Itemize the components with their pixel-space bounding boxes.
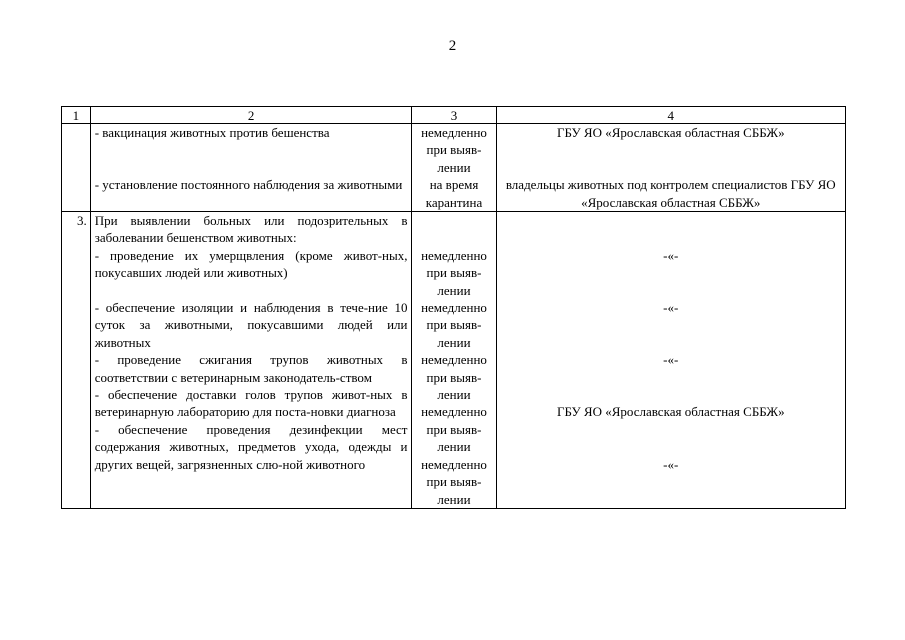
row-number: 3.: [62, 212, 91, 509]
action-text: - обеспечение доставки голов трупов живот-ных в ветеринарную лабораторию для поста-новки диагноза: [94, 387, 408, 420]
action-text: - обеспечение проведения дезинфекции мест содержания животных, предметов ухода, одежды и других вещей, загрязненных слю-ной животного: [94, 421, 408, 472]
action-text: - установление постоянного наблюдения за животными: [94, 177, 403, 193]
term-text: немедленно при выяв-лении: [421, 456, 487, 507]
responsible-text: владельцы животных под контролем специалистов ГБУ ЯО «Ярославская областная СББЖ»: [505, 177, 836, 210]
responsible-text: ГБУ ЯО «Ярославская областная СББЖ»: [556, 404, 785, 420]
term-cell: [412, 212, 496, 509]
term-text: немедленно при выяв-лении: [421, 300, 487, 350]
responsible-text: -«-: [663, 352, 679, 368]
action-text: - вакцинация животных против бешенства: [94, 125, 330, 140]
term-text: на время карантина: [425, 177, 483, 210]
term-text: немедленно при выяв-лении: [421, 352, 487, 403]
term-text: немедленно при выяв-лении: [421, 247, 487, 298]
term-cell: [412, 124, 496, 212]
table-row: [62, 212, 846, 509]
row-number: [62, 124, 91, 212]
term-text: немедленно при выяв-лении: [421, 125, 487, 175]
responsible-text: -«-: [663, 456, 679, 472]
header-cell-1: 1: [62, 107, 91, 124]
section-intro: При выявлении больных или подозрительных в заболевании бешенством животных:: [94, 213, 408, 246]
responsible-cell: [496, 124, 845, 212]
term-text: немедленно при выяв-лении: [421, 404, 487, 455]
table-header-row: [62, 107, 846, 124]
table-row: [62, 124, 846, 212]
responsible-text: ГБУ ЯО «Ярославская областная СББЖ»: [556, 125, 785, 140]
header-cell-2: 2: [90, 107, 412, 124]
action-text: - проведение сжигания трупов животных в соответствии с ветеринарным законодатель-ством: [94, 352, 408, 385]
action-text: - обеспечение изоляции и наблюдения в тече-ние 10 суток за животными, покусавшими людей или животных: [94, 300, 408, 350]
responsible-cell: [496, 212, 845, 509]
responsible-text: -«-: [663, 300, 679, 315]
action-cell: [90, 212, 412, 509]
measures-table: [61, 106, 846, 509]
responsible-text: -«-: [663, 247, 679, 263]
action-cell: [90, 124, 412, 212]
action-text: - проведение их умерщвления (кроме живот-ных, покусавших людей или животных): [94, 247, 408, 281]
page-number: 2: [448, 38, 457, 54]
header-cell-3: 3: [412, 107, 496, 124]
header-cell-4: 4: [496, 107, 845, 124]
